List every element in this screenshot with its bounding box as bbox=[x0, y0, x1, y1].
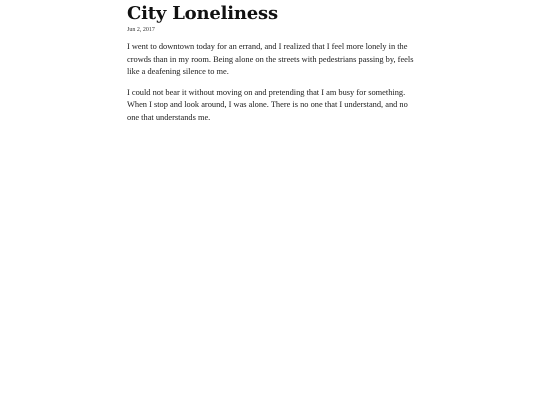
blog-post bbox=[127, 0, 417, 125]
post-title: City Loneliness bbox=[127, 3, 278, 24]
post-body bbox=[127, 41, 417, 125]
post-paragraph: I could not bear it without moving on and pretending that I am busy for something. When I stop and look around, I was alone. There is no one that I understand, and no one that understands me. bbox=[127, 87, 408, 122]
post-date: Jun 2, 2017 bbox=[127, 27, 155, 33]
post-paragraph: I went to downtown today for an errand, and I realized that I feel more lonely in the crowds than in my room. Being alone on the streets with pedestrians passing by, feels like a deafening silence to me. bbox=[127, 42, 414, 77]
